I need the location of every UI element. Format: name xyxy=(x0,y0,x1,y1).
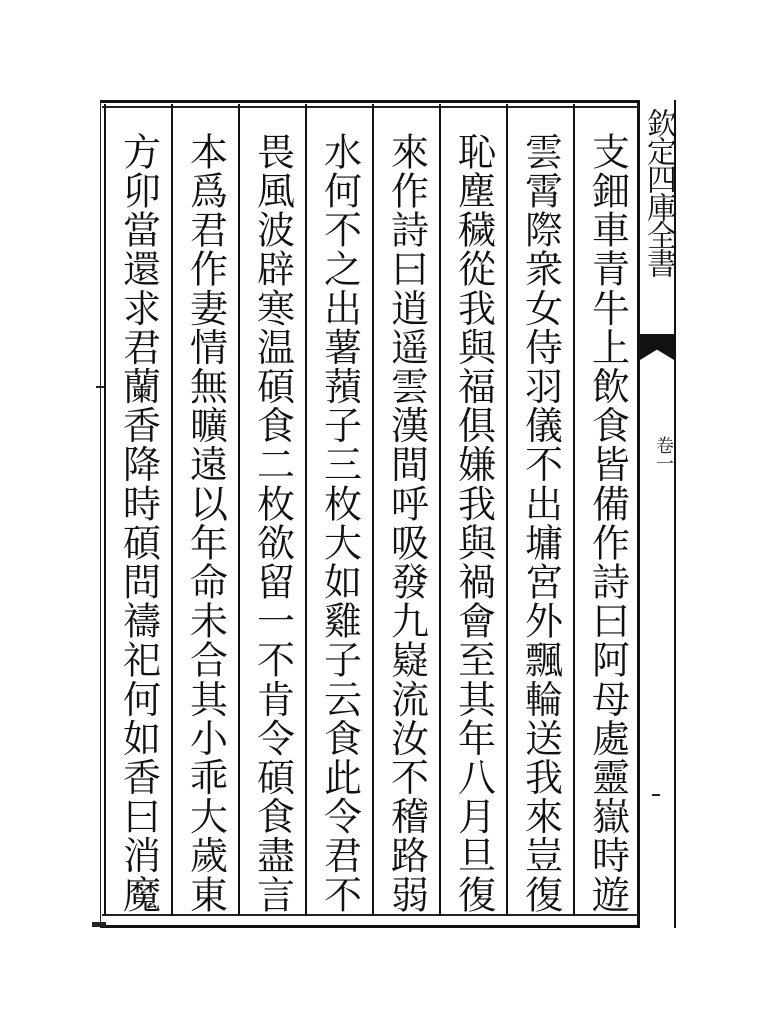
corner-mark xyxy=(92,922,106,927)
text-column-2 xyxy=(506,104,573,916)
column-text: 來作詩曰逍遥雲漢間呼吸發九嶷流汝不稽路弱 xyxy=(384,132,429,914)
text-column-5 xyxy=(305,104,372,916)
text-column-6 xyxy=(238,104,305,916)
margin-tick-left xyxy=(96,386,104,388)
column-text: 恥塵穢從我與福俱嫌我與禍會至其年八月旦復 xyxy=(451,132,496,914)
volume-label: 卷一 xyxy=(653,436,674,472)
text-column-8 xyxy=(104,104,171,916)
column-text: 水何不之出薯蕷子三枚大如雞子云食此令君不 xyxy=(317,132,362,914)
column-text: 本爲君作妻情無曠遠以年命未合其小乖大歲東 xyxy=(183,132,228,914)
text-column-3 xyxy=(439,104,506,916)
column-text: 畏風波辟寒温碩食二枚欲留一不肯令碩食盡言 xyxy=(250,132,295,914)
text-column-1 xyxy=(573,104,640,916)
column-text: 雲霄際衆女侍羽儀不出墉宮外飄輪送我來豈復 xyxy=(518,132,563,914)
margin-tick-right xyxy=(652,794,660,796)
column-text: 方卯當還求君蘭香降時碩問禱祀何如香曰消魔 xyxy=(116,132,161,914)
book-title: 欽定四庫全書 xyxy=(641,108,676,276)
text-column-7 xyxy=(171,104,238,916)
text-column-4 xyxy=(372,104,439,916)
column-text: 支鈿車青牛上飲食皆備作詩曰阿母處靈嶽時遊 xyxy=(585,132,630,914)
